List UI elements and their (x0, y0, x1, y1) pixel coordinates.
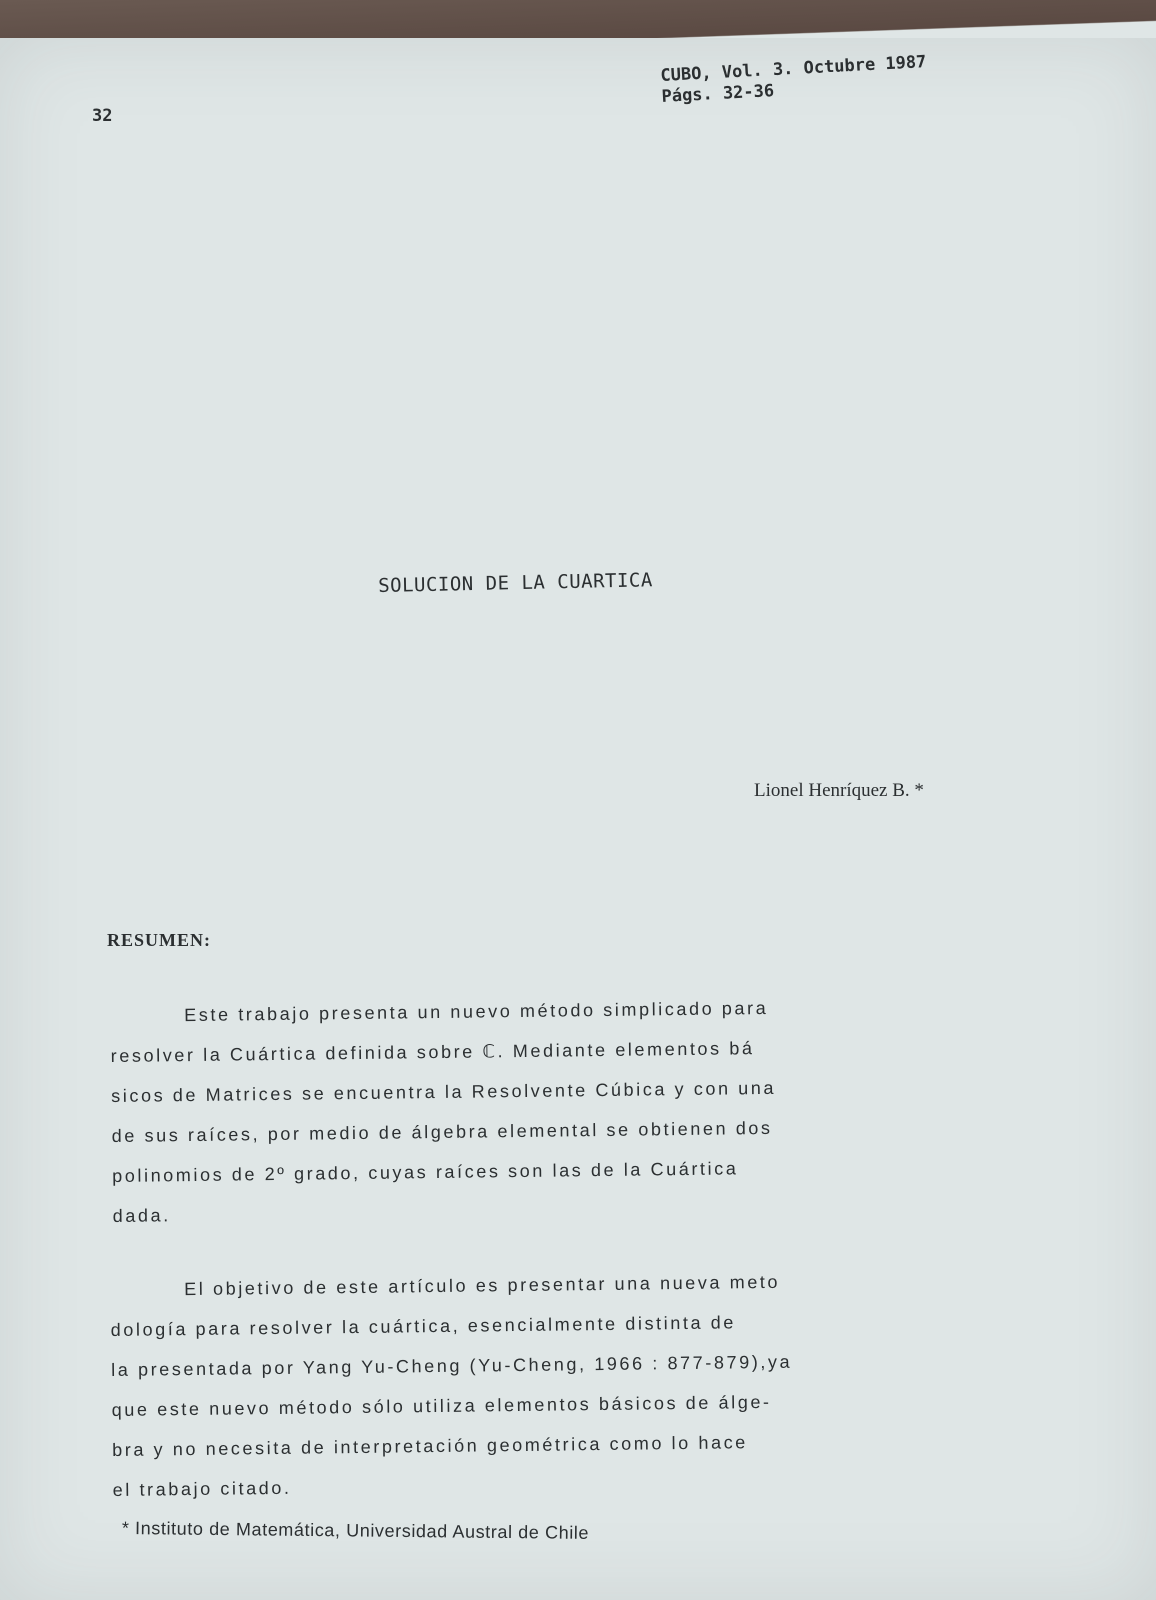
author-affiliation-footnote: * Instituto de Matemática, Universidad Austral de Chile (121, 1518, 590, 1543)
article-title: SOLUCION DE LA CUARTICA (378, 569, 654, 597)
text-line: resolver la Cuártica definida sobre ℂ. Mediante elementos bá (110, 1038, 755, 1066)
journal-pages: Págs. 32-36 (661, 81, 775, 107)
journal-volume: CUBO, Vol. 3. Octubre 1987 (660, 52, 927, 86)
text-line: la presentada por Yang Yu-Cheng (Yu-Cheng, 1966 : 877-879),ya (111, 1351, 793, 1380)
text-line: dada. (112, 1205, 171, 1226)
text-line: sicos de Matrices se encuentra la Resolvente Cúbica y con una (111, 1077, 777, 1106)
text-line: bra y no necesita de interpretación geométrica como lo hace (112, 1432, 748, 1460)
journal-citation (660, 52, 928, 108)
text-line: Este trabajo presenta un nuevo método simplicado para (184, 997, 769, 1026)
text-line: el trabajo citado. (112, 1477, 292, 1500)
text-line: dología para resolver la cuártica, esencialmente distinta de (110, 1312, 737, 1340)
page-number: 32 (92, 106, 113, 126)
abstract-heading: RESUMEN: (107, 930, 212, 950)
text-line: polinomios de 2º grado, cuyas raíces son las de la Cuártica (112, 1158, 739, 1186)
article-author: Lionel Henríquez B. * (754, 780, 924, 801)
abstract-paragraph (110, 984, 1073, 1236)
text-line: El objetivo de este artículo es presentar una nueva meto (184, 1271, 781, 1300)
objective-paragraph (110, 1258, 1073, 1510)
text-line: de sus raíces, por medio de álgebra elemental se obtienen dos (111, 1117, 773, 1146)
text-line: que este nuevo método sólo utiliza elementos básicos de álge- (111, 1391, 772, 1420)
paper-page (0, 38, 1156, 1600)
